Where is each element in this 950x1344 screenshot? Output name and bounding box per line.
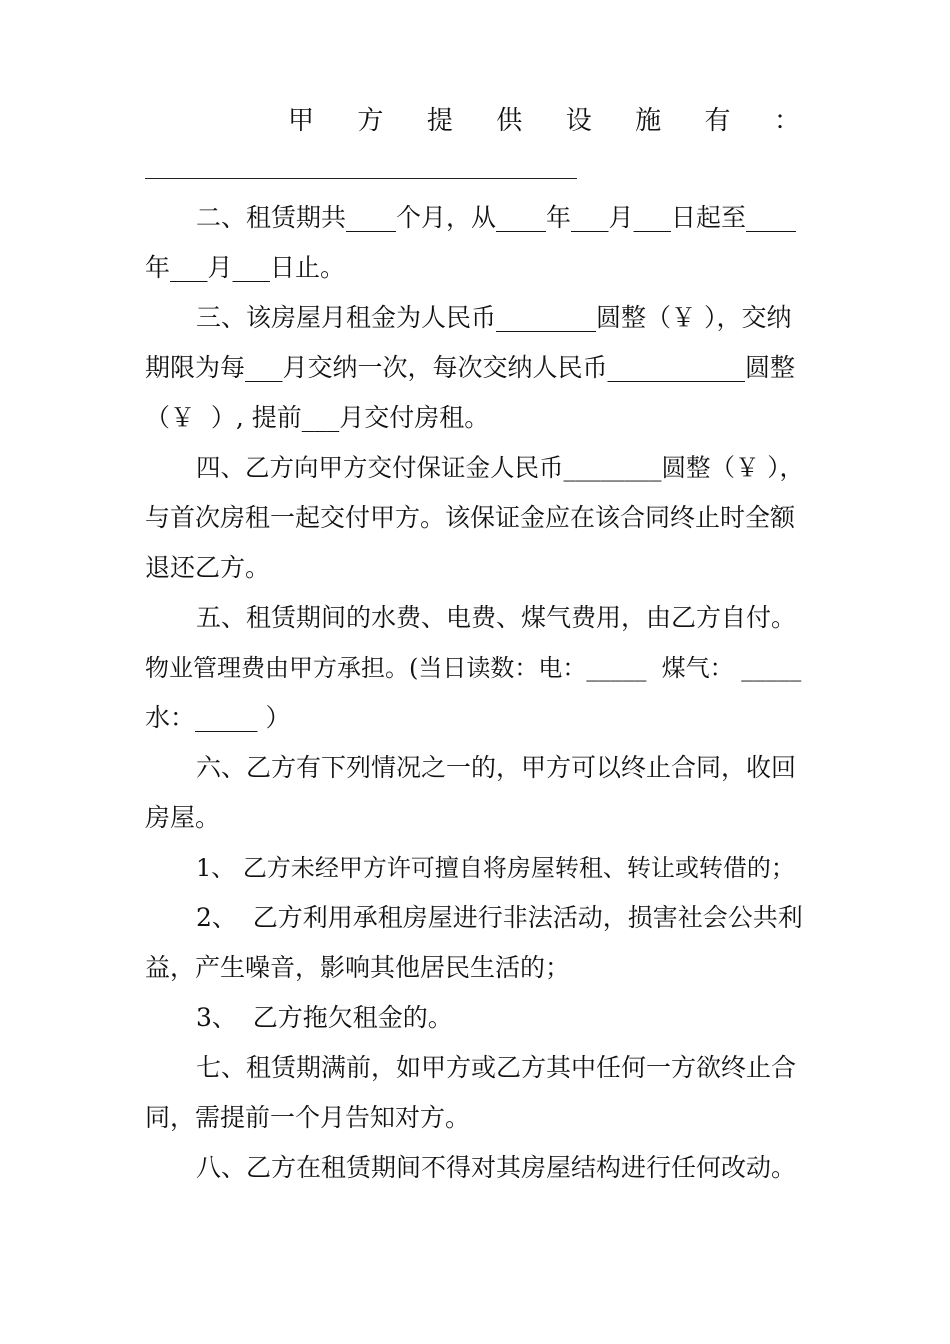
heading-char: 有 <box>704 105 731 136</box>
clause-3-line-1: 三、该房屋月租金为人民币________圆整（￥ ），交纳 <box>196 303 792 332</box>
facilities-fill-line <box>145 178 577 179</box>
clause-6-item-2-line-2: 益，产生噪音，影响其他居民生活的； <box>145 953 571 982</box>
clause-7-line-1: 七、租赁期满前，如甲方或乙方其中任何一方欲终止合 <box>196 1053 797 1082</box>
clause-5-line-3: 水：_____ ） <box>145 703 291 732</box>
heading-char: 供 <box>496 105 523 136</box>
clause-7-line-2: 同，需提前一个月告知对方。 <box>145 1103 471 1132</box>
clause-3-line-2: 期限为每___月交纳一次，每次交纳人民币___________圆整 <box>145 353 796 382</box>
clause-6-line-2: 房屋。 <box>145 803 221 832</box>
clause-6-item-3: 3、 乙方拖欠租金的。 <box>196 1003 453 1032</box>
clause-2-line-1: 二、租赁期共____个月，从____年___月___日起至____ <box>196 203 797 232</box>
facilities-heading <box>288 96 800 140</box>
clause-6-line-1: 六、乙方有下列情况之一的，甲方可以终止合同，收回 <box>196 753 797 782</box>
heading-char: 施 <box>635 105 662 136</box>
clause-6-item-1: 1、 乙方未经甲方许可擅自将房屋转租、转让或转借的； <box>196 854 795 882</box>
heading-char: ： <box>773 105 800 136</box>
clause-2-line-2: 年___月___日止。 <box>145 253 346 282</box>
heading-char: 方 <box>357 105 384 136</box>
heading-char: 甲 <box>288 105 315 136</box>
clause-6-item-2-line-1: 2、 乙方利用承租房屋进行非法活动，损害社会公共利 <box>196 903 803 932</box>
clause-4-line-1: 四、乙方向甲方交付保证金人民币________圆整（￥ ）， <box>196 453 805 482</box>
clause-3-line-3: （￥ ）, 提前___月交付房租。 <box>145 403 490 432</box>
heading-char: 设 <box>565 105 592 136</box>
clause-4-line-3: 退还乙方。 <box>145 553 271 582</box>
clause-5-line-1: 五、租赁期间的水费、电费、煤气费用，由乙方自付。 <box>196 603 797 632</box>
heading-char: 提 <box>426 105 453 136</box>
clause-5-line-2: 物业管理费由甲方承担。(当日读数：电：_____ 煤气： _____ <box>145 654 802 682</box>
clause-8-line-1: 八、乙方在租赁期间不得对其房屋结构进行任何改动。 <box>196 1153 797 1182</box>
clause-4-line-2: 与首次房租一起交付甲方。该保证金应在该合同终止时全额 <box>145 503 796 532</box>
